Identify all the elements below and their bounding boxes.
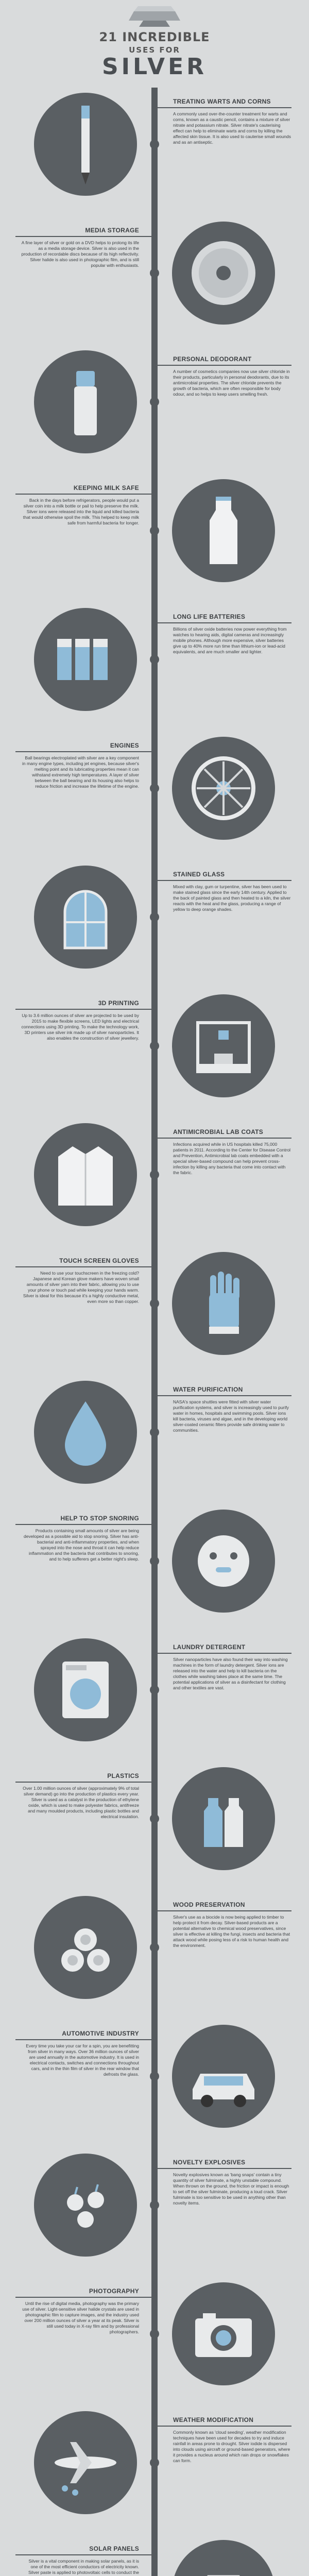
stained-glass-icon	[34, 866, 137, 969]
divider	[158, 107, 291, 108]
section-solar-panels	[0, 2530, 309, 2576]
timeline-node	[150, 2200, 159, 2210]
section-description: A number of cosmetics companies now use silver chloride in their products, particularly in personal deodorants, due to its antimicrobial properties. The silver chloride prevents the growth of bacteria, which are often responsible for body odour, and so helps to keep users smelling fresh.	[173, 369, 290, 397]
timeline-node	[150, 655, 159, 664]
timeline-node	[150, 140, 159, 149]
section-title: KEEPING MILK SAFE	[73, 484, 139, 492]
section-media-storage	[0, 211, 309, 340]
section-treating-warts	[0, 82, 309, 211]
section-weather-modification	[0, 2401, 309, 2530]
section-title: LAUNDRY DETERGENT	[173, 1643, 246, 1651]
divider	[158, 622, 291, 623]
section-title: LONG LIFE BATTERIES	[173, 613, 246, 620]
section-description: NASA's space shuttles were fitted with silver water purification systems, and silver is increasingly used to purify water in homes, hospitals and swimming pools. Silver ions kill bacteria, viruses and algae, and in the developing world silver-coated ceramic filters provide safe drinking water to communities.	[173, 1399, 289, 1433]
wood-logs-icon	[34, 1896, 137, 1999]
divider	[15, 2297, 151, 2298]
divider	[15, 1266, 151, 1267]
section-title: MEDIA STORAGE	[85, 227, 139, 234]
section-description: Over 1.00 million ounces of silver (approximately 9% of total silver demand) go into the production of plastics every year. Silver is used as a catalyst in the production of ethylene oxide, which is used to make polyester fabrics, antifreeze and many moulded products, including plastic bottles and electrical insulation.	[23, 1786, 139, 1819]
solar-panel-icon	[172, 2540, 275, 2576]
deodorant-icon	[34, 350, 137, 453]
turbine-icon	[172, 737, 275, 840]
car-icon	[172, 2025, 275, 2128]
section-description: A fine layer of silver or gold on a DVD helps to prolong its life as a media storage device. Silver is also used in the production of recordable discs because of its high reflectivity. Silver halide is also used in photographic film, and is still popular with enthusiasts.	[21, 240, 139, 268]
section-automotive-industry	[0, 2014, 309, 2143]
section-laundry-detergent	[0, 1628, 309, 1757]
camera-icon	[172, 2282, 275, 2385]
divider	[158, 1395, 291, 1396]
divider	[15, 2039, 151, 2040]
timeline-node	[150, 526, 159, 535]
divider	[158, 365, 291, 366]
section-description: Silver is a vital component in making solar panels, as it is one of the most efficient conductors of electricity known. Silver paste is applied to photovoltaic cells to conduct the	[28, 2558, 139, 2575]
section-stop-snoring	[0, 1499, 309, 1628]
section-description: Up to 3.6 million ounces of silver are projected to be used by 2015 to make flexible screens, LED lights and electrical connections using 3D printing. To make the technology work, 3D printers use silver ink made up of silver nanoparticles. It also enables the construction of silver jewellery.	[21, 1013, 139, 1041]
title-line-2: USES FOR	[129, 45, 180, 55]
divider	[15, 1524, 151, 1525]
section-description: A commonly used over-the-counter treatment for warts and corns, known as a caustic pencil, contains a mixture of silver nitrate and potassium nitrate. Silver nitrate's cauterising effect can help to eliminate warts and corns by killing the affected skin tissue. It is also used to cauterise small wounds and as an antiseptic.	[173, 111, 291, 145]
divider	[15, 2554, 151, 2555]
section-antimicrobial-lab-coats	[0, 1113, 309, 1242]
plastic-bottles-icon	[172, 1767, 275, 1870]
divider	[15, 1782, 151, 1783]
timeline-node	[150, 2072, 159, 2081]
divider	[15, 1009, 151, 1010]
section-description: Ball bearings electroplated with silver are a key component in many engine types, including jet engines, because silver's melting point and its lubricating properties mean it can withstand extremely high temperatures. A layer of silver between the ball bearing and its housing also helps to reduce friction and increase the lifetime of the engine.	[22, 755, 139, 789]
timeline-node	[150, 1041, 159, 1050]
section-water-purification	[0, 1370, 309, 1499]
washing-machine-icon	[34, 1638, 137, 1741]
header	[0, 0, 309, 82]
timeline-node	[150, 1428, 159, 1437]
section-description: Back in the days before refrigerators, people would put a silver coin into a milk bottle or pail to help preserve the milk. Silver ions were released into the liquid and killed bacteria that would otherwise spoil the milk. This helped to keep milk safe from harmful bacteria for longer.	[23, 498, 139, 526]
caustic-pencil-icon	[34, 93, 137, 196]
section-description: Until the rise of digital media, photography was the primary use of silver. Light-sensitive silver halide crystals are used in photographic film to capture images, and the industry used over 200 million ounces of silver a year at its peak. Silver is still used today in X-ray film and by professional photographers.	[22, 2301, 139, 2334]
section-title: SOLAR PANELS	[89, 2545, 139, 2552]
section-description: Infections acquired while in US hospitals killed 75,000 patients in 2011. According to the Center for Disease Control and Prevention, Antimicrobial lab coats embedded with a special silver-based compound can help prevent cross-infection by killing any bacteria that come into contact with the fabric.	[173, 1142, 291, 1175]
snaps-icon	[34, 2154, 137, 2257]
airplane-icon	[34, 2411, 137, 2514]
divider	[158, 880, 291, 881]
section-description: Novelty explosives known as 'bang snaps' contain a tiny quantity of silver fulminate, a highly unstable compound. When thrown on the ground, the friction or impact is enough to set off the silver fulminate, producing a loud crack. Silver fulminate is too sensitive to be used in anything other than novelty items.	[173, 2172, 289, 2206]
glove-icon	[172, 1252, 275, 1355]
section-title: STAINED GLASS	[173, 871, 225, 878]
section-description: Every time you take your car for a spin, you are benefitting from silver in many ways. Over 36 million ounces of silver are used annually in the automotive industry. It is used in electrical contacts, switches and connections throughout cars, and in the thin film of silver in the rear window that defrosts the glass.	[26, 2043, 139, 2077]
water-drop-icon	[34, 1381, 137, 1484]
section-photography	[0, 2272, 309, 2401]
section-title: ANTIMICROBIAL LAB COATS	[173, 1128, 264, 1136]
section-stained-glass	[0, 855, 309, 984]
nose-mask-icon	[172, 1510, 275, 1613]
milk-bottle-icon	[172, 479, 275, 582]
divider	[158, 1138, 291, 1139]
section-title: WEATHER MODIFICATION	[173, 2416, 254, 2424]
title-line-3: SILVER	[101, 54, 208, 80]
section-description: Commonly known as 'cloud seeding', weather modification techniques have been used for decades to try and induce rainfall in areas prone to drought. Silver iodide is dispersed into clouds using aircraft or ground-based generators, where it provides a nucleus around which rain drops or snowflakes can form.	[173, 2430, 290, 2463]
section-title: PERSONAL DEODORANT	[173, 355, 252, 363]
title-line-1: 21 INCREDIBLE	[99, 30, 210, 44]
section-novelty-explosives	[0, 2143, 309, 2272]
timeline-node	[150, 1556, 159, 1566]
section-description: Billions of silver oxide batteries now power everything from watches to hearing aids, digital cameras and increasingly mobile phones. Although more expensive, silver batteries give up to 40% more run time than lithium-ion or lead-acid equivalents, and are much smaller and lighter.	[173, 626, 287, 654]
dvd-icon	[172, 222, 275, 325]
timeline-node	[150, 2458, 159, 2467]
section-title: PLASTICS	[107, 1772, 139, 1780]
timeline-node	[150, 784, 159, 793]
section-description: Need to use your touchscreen in the freezing cold? Japanese and Korean glove makers have woven small amounts of silver yarn into their fabric, allowing you to use your phone or touch pad while keeping your hands warm. Silver is ideal for this because it's a highly conductive metal, even more so than copper.	[23, 1270, 139, 1304]
divider	[158, 1653, 291, 1654]
3d-printer-icon	[172, 994, 275, 1097]
section-title: PHOTOGRAPHY	[89, 2287, 139, 2295]
timeline-node	[150, 2329, 159, 2338]
timeline-node	[150, 397, 159, 406]
timeline-node	[150, 912, 159, 922]
section-description: Mixed with clay, gum or turpentine, silver has been used to make stained glass since the early 14th century. Applied to the back of painted glass and then heated to a kiln, the silver reacts with the heat and the glass, producing a range of yellow to deep orange shades.	[173, 884, 291, 912]
divider	[158, 1910, 291, 1911]
section-title: TREATING WARTS AND CORNS	[173, 98, 271, 105]
divider	[15, 751, 151, 752]
section-personal-deodorant	[0, 340, 309, 469]
section-description: Silver nanoparticles have also found their way into washing machines in the form of laundry detergent. Silver ions are released into the water and help to kill bacteria on the clothes while washing takes place at the same time. The potential applications of silver as a disinfectant for clothing and other textiles are vast.	[173, 1657, 288, 1690]
batteries-icon	[34, 608, 137, 711]
timeline-node	[150, 268, 159, 278]
section-title: AUTOMOTIVE INDUSTRY	[62, 2030, 139, 2037]
section-touch-screen-gloves	[0, 1242, 309, 1370]
divider	[158, 2426, 291, 2427]
divider	[15, 236, 151, 237]
section-description: Products containing small amounts of silver are being developed as a possible aid to stop snoring. Silver has anti-bacterial and anti-inflammatory properties, and when sprayed into the nose and throat it can help reduce inflammation and the bacteria that contributes to snoring, and to help sufferers get a better night's sleep.	[24, 1528, 139, 1562]
section-title: NOVELTY EXPLOSIVES	[173, 2159, 246, 2166]
section-3d-printing	[0, 984, 309, 1113]
timeline-node	[150, 1943, 159, 1952]
section-title: WOOD PRESERVATION	[173, 1901, 245, 1908]
section-title: 3D PRINTING	[98, 999, 139, 1007]
section-keeping-milk-safe	[0, 469, 309, 598]
divider	[15, 494, 151, 495]
section-wood-preservation	[0, 1886, 309, 2014]
section-plastics	[0, 1757, 309, 1886]
section-title: HELP TO STOP SNORING	[60, 1515, 139, 1522]
divider	[158, 2168, 291, 2169]
timeline-node	[150, 1170, 159, 1179]
section-title: TOUCH SCREEN GLOVES	[59, 1257, 139, 1264]
bars-icon	[0, 0, 309, 31]
section-long-life-batteries	[0, 598, 309, 726]
lab-coat-icon	[34, 1123, 137, 1226]
section-engines	[0, 726, 309, 855]
timeline-node	[150, 1814, 159, 1823]
timeline-node	[150, 1299, 159, 1308]
timeline-node	[150, 1685, 159, 1694]
section-description: Silver's use as a biocide is now being applied to timber to help protect it from decay. Silver-based products are a potential alternative to chemical wood preservatives, since silver is effective at killing the fungi, insects and bacteria that attack wood while posing less of a risk to human health and the environment.	[173, 1914, 290, 1948]
section-title: ENGINES	[110, 742, 139, 749]
section-title: WATER PURIFICATION	[173, 1386, 243, 1393]
